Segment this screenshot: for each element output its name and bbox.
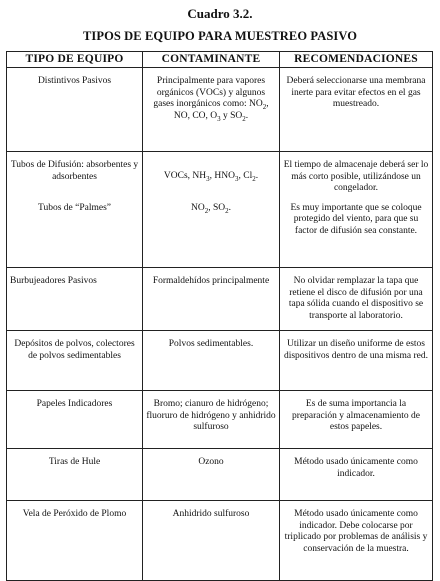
header-tipo-de-equipo: TIPO DE EQUIPO [7,52,143,68]
cell-text: Tubos de Difusión: absorbentes y adsorbentes [10,160,139,182]
table-row [7,449,433,501]
cell-text: Ozono [198,457,224,467]
cell-tipo [7,268,143,331]
cell-text: Formaldehídos principalmente [152,276,270,286]
cell-text: Vela de Peróxido de Plomo [22,509,127,519]
cell-text: Bromo; cianuro de hidrógeno; fluoruro de hidrógeno y anhidrido sulfuroso [146,399,276,432]
cell-text: VOCs, $NH_3$, $HNO_3$, $Cl_2$. [163,171,259,183]
cell-recomendacion [280,391,433,449]
table-row [7,331,433,391]
table-row [7,268,433,331]
cell-contaminante [143,68,280,152]
cell-recomendacion [280,202,433,268]
cell-text: No olvidar remplazar la tapa que retiene el disco de difusión por una tapa sólida cuando el dispositivo se transporte al laboratorio. [288,276,424,321]
cell-tipo [7,152,143,202]
table-caption: Cuadro 3.2. [187,6,253,21]
cell-tipo [7,501,143,581]
header-contaminante: CONTAMINANTE [143,52,280,68]
cell-contaminante [143,202,280,268]
cell-tipo [7,391,143,449]
table-row [7,152,433,202]
table-row [7,501,433,581]
cell-text: Tiras de Hule [48,457,101,467]
cell-text: Polvos sedimentables. [168,339,254,349]
cell-tipo [7,202,143,268]
cell-contaminante [143,152,280,202]
cell-text: Anhidrido sulfuroso [172,509,250,519]
cell-contaminante [143,331,280,391]
cell-contaminante [143,449,280,501]
table-header-row [7,52,433,68]
cell-text: Utilizar un diseño uniforme de estos dispositivos dentro de una misma red. [283,339,429,361]
cell-text: Deberá seleccionarse una membrana inerte para evitar efectos en el gas muestreado. [286,76,426,109]
header-recomendaciones: RECOMENDACIONES [280,52,433,68]
cell-text: Depósitos de polvos, colectores de polvos sedimentables [14,339,135,361]
cell-text: El tiempo de almacenaje deberá ser lo más corto posible, utilizándose un congelador. [283,160,429,193]
table-row [7,68,433,152]
passive-sampling-table [6,51,433,581]
cell-text: Distintivos Pasivos [37,76,112,86]
table-title: TIPOS DE EQUIPO PARA MUESTREO PASIVO [82,29,358,43]
cell-text: Burbujeadores Pasivos [10,276,97,286]
cell-text: Tubos de “Palmes” [37,202,111,213]
cell-text: Principalmente para vapores orgánicos (VOCs) y algunos gases inorgánicos como: $NO_2$, NO, CO, $O_3$ y $SO_2$. [153,76,269,123]
cell-text: Papeles Indicadores [36,399,113,409]
cell-text: Es muy importante que se coloque protegido del viento, para que su factor de difusión sea constante. [290,202,422,236]
cell-text: Método usado únicamente como indicador. [294,457,418,479]
cell-contaminante [143,391,280,449]
cell-recomendacion [280,331,433,391]
cell-recomendacion [280,268,433,331]
cell-recomendacion [280,501,433,581]
cell-recomendacion [280,449,433,501]
cell-text: Método usado únicamente como indicador. Debe colocarse por triplicado por problemas de análisis y conservación de la muestra. [284,509,428,554]
cell-tipo [7,331,143,391]
cell-tipo [7,68,143,152]
table-row [7,391,433,449]
cell-contaminante [143,501,280,581]
cell-tipo [7,449,143,501]
cell-recomendacion [280,152,433,202]
cell-recomendacion [280,68,433,152]
cell-contaminante [143,268,280,331]
cell-text: $NO_2$, $SO_2$. [190,202,231,215]
table-row [7,202,433,268]
cell-text: Es de suma importancia la preparación y almacenamiento de estos papeles. [292,399,420,432]
